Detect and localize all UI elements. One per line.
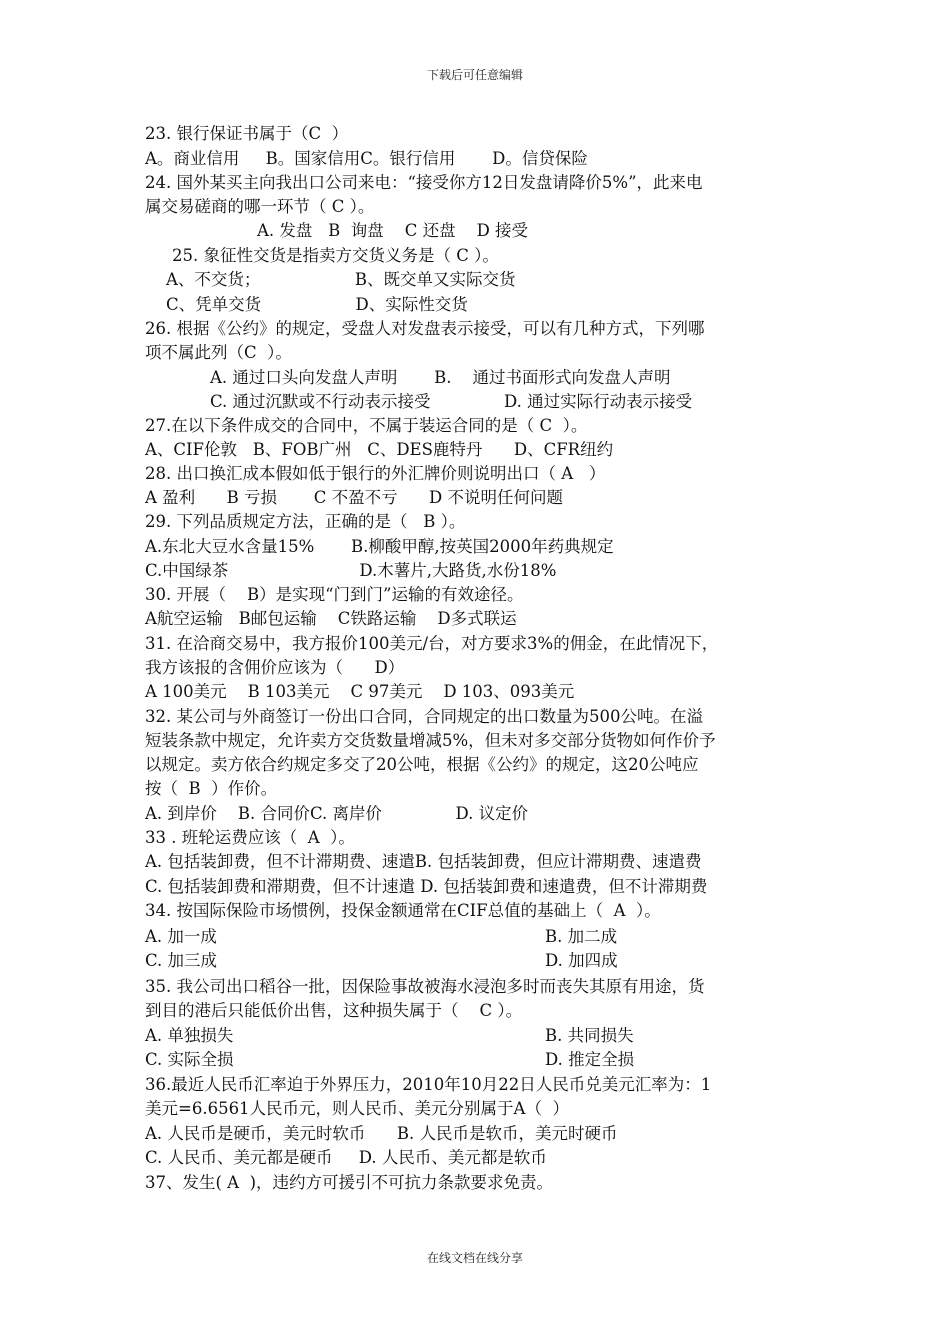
question-27: 27.在以下条件成交的合同中，不属于装运合同的是（ C ）。 bbox=[145, 416, 588, 435]
question-31: 31. 在洽商交易中，我方报价100美元/台，对方要求3%的佣金，在此情况下， bbox=[145, 634, 719, 653]
question-25-options-cd: C、凭单交货 D、实际性交货 bbox=[166, 295, 468, 314]
question-32-options: A. 到岸价 B. 合同价C. 离岸价 D. 议定价 bbox=[145, 804, 529, 823]
question-33-options-cd: C. 包括装卸费和滞期费，但不计速遣 D. 包括装卸费和速遣费，但不计滞期费 bbox=[145, 877, 708, 896]
question-36-options-ab: A. 人民币是硬币，美元时软币 B. 人民币是软币，美元时硬币 bbox=[145, 1124, 618, 1143]
question-34-option-d: D. 加四成 bbox=[545, 951, 618, 970]
question-32-cont-2: 以规定。卖方依合约规定多交了20公吨，根据《公约》的规定，这20公吨应 bbox=[145, 755, 699, 774]
question-35-option-b: B. 共同损失 bbox=[545, 1026, 634, 1045]
question-24-cont: 属交易磋商的哪一环节（ C ）。 bbox=[145, 197, 375, 216]
question-32: 32. 某公司与外商签订一份出口合同，合同规定的出口数量为500公吨。在溢 bbox=[145, 707, 703, 726]
question-29-options-cd: C.中国绿茶 D.木薯片,大路货,水份18% bbox=[145, 561, 557, 580]
question-34-option-c: C. 加三成 bbox=[145, 951, 218, 970]
question-26-options-cd: C. 通过沉默或不行动表示接受 D. 通过实际行动表示接受 bbox=[210, 392, 693, 411]
question-35-cont: 到目的港后只能低价出售，这种损失属于（ C ）。 bbox=[145, 1001, 523, 1020]
question-29-options-ab: A.东北大豆水含量15% B.柳酸甲醇,按英国2000年药典规定 bbox=[145, 537, 614, 556]
question-26-cont: 项不属此列（C ）。 bbox=[145, 343, 292, 362]
question-35-option-c: C. 实际全损 bbox=[145, 1050, 234, 1069]
question-34-option-a: A. 加一成 bbox=[145, 927, 217, 946]
question-30-options: A航空运输 B邮包运输 C铁路运输 D多式联运 bbox=[145, 609, 517, 628]
question-31-options: A 100美元 B 103美元 C 97美元 D 103、093美元 bbox=[145, 682, 575, 701]
question-25-options-ab: A、不交货； B、既交单又实际交货 bbox=[166, 270, 516, 289]
question-23-options: A。商业信用 B。国家信用C。银行信用 D。信贷保险 bbox=[145, 149, 588, 168]
question-36-options-cd: C. 人民币、美元都是硬币 D. 人民币、美元都是软币 bbox=[145, 1148, 547, 1167]
question-29: 29. 下列品质规定方法，正确的是（ B ）。 bbox=[145, 512, 466, 531]
page-footer: 在线文档在线分享 bbox=[426, 1251, 523, 1265]
question-28-options: A 盈利 B 亏损 C 不盈不亏 D 不说明任何问题 bbox=[145, 488, 564, 507]
question-31-cont: 我方该报的含佣价应该为（ D） bbox=[145, 658, 405, 677]
question-28: 28. 出口换汇成本假如低于银行的外汇牌价则说明出口（ A ） bbox=[145, 464, 606, 483]
question-25: 25. 象征性交货是指卖方交货义务是（ C ）。 bbox=[172, 246, 499, 265]
question-37: 37、发生( A )，违约方可援引不可抗力条款要求免责。 bbox=[145, 1173, 554, 1192]
question-34: 34. 按国际保险市场惯例，投保金额通常在CIF总值的基础上（ A ）。 bbox=[145, 901, 661, 920]
question-26: 26. 根据《公约》的规定，受盘人对发盘表示接受，可以有几种方式，下列哪 bbox=[145, 319, 705, 338]
question-36: 36.最近人民币汇率迫于外界压力，2010年10月22日人民币兑美元汇率为：1 bbox=[145, 1075, 712, 1094]
question-24-options: A. 发盘 B 询盘 C 还盘 D 接受 bbox=[257, 221, 529, 240]
question-33: 33 . 班轮运费应该（ A ）。 bbox=[145, 828, 355, 847]
question-23: 23. 银行保证书属于（C ） bbox=[145, 124, 349, 143]
question-36-cont: 美元=6.6561人民币元，则人民币、美元分别属于A（ ） bbox=[145, 1099, 569, 1118]
question-32-cont-1: 短装条款中规定，允许卖方交货数量增减5%，但未对多交部分货物如何作价予 bbox=[145, 731, 716, 750]
question-27-options: A、CIF伦敦 B、FOB广州 C、DES鹿特丹 D、CFR纽约 bbox=[145, 440, 614, 459]
question-30: 30. 开展（ B）是实现“门到门”运输的有效途径。 bbox=[145, 585, 524, 604]
question-26-options-ab: A. 通过口头向发盘人声明 B. 通过书面形式向发盘人声明 bbox=[210, 368, 671, 387]
question-24: 24. 国外某买主向我出口公司来电：“接受你方12日发盘请降价5%”，此来电 bbox=[145, 173, 703, 192]
question-35-option-d: D. 推定全损 bbox=[545, 1050, 635, 1069]
question-34-option-b: B. 加二成 bbox=[545, 927, 618, 946]
question-35: 35. 我公司出口稻谷一批，因保险事故被海水浸泡多时而丧失其原有用途，货 bbox=[145, 977, 705, 996]
question-35-option-a: A. 单独损失 bbox=[145, 1026, 234, 1045]
page-header: 下载后可任意编辑 bbox=[426, 68, 523, 82]
question-32-cont-3: 按（ B ）作价。 bbox=[145, 779, 278, 798]
question-33-options-ab: A. 包括装卸费，但不计滞期费、速遣B. 包括装卸费，但应计滞期费、速遣费 bbox=[145, 852, 702, 871]
